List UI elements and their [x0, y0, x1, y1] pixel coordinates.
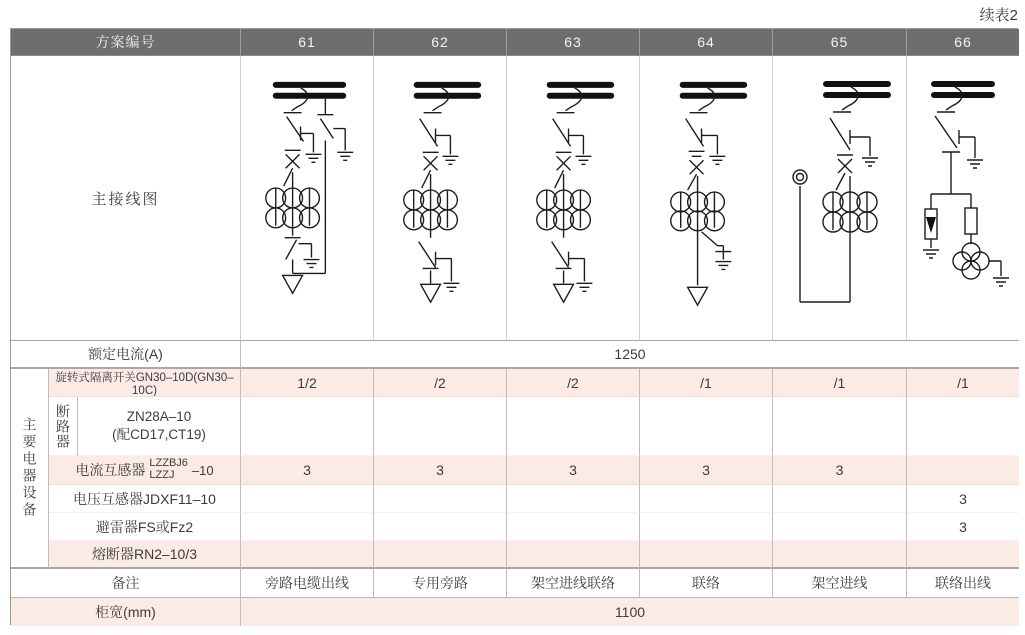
note-61: 旁路电缆出线 [241, 569, 374, 598]
header-col-61: 61 [241, 29, 374, 56]
breaker-value-66 [907, 397, 1019, 456]
ct-model-top: LZZBJ6 [149, 457, 188, 470]
arrester-value-64 [640, 513, 773, 541]
breaker-model [112, 408, 206, 444]
header-col-64: 64 [640, 29, 773, 56]
diagram-63 [507, 56, 640, 341]
note-65: 架空进线 [773, 569, 907, 598]
ct-value-64: 3 [640, 456, 773, 485]
arrester-value-61 [241, 513, 374, 541]
breaker-sub-label-text: 断路器 [55, 403, 71, 449]
breaker-row-label [78, 397, 241, 456]
breaker-model-line1: ZN28A–10 [126, 408, 192, 424]
fuse-value-62 [374, 541, 507, 569]
header-col-62: 62 [374, 29, 507, 56]
ct-value-62: 3 [374, 456, 507, 485]
note-63: 架空进线联络 [507, 569, 640, 598]
single-line-diagram-61 [241, 56, 373, 341]
ct-value-66 [907, 456, 1019, 485]
header-col-66: 66 [907, 29, 1019, 56]
breaker-value-63 [507, 397, 640, 456]
single-line-diagram-62 [374, 56, 506, 341]
ct-row-label [49, 456, 241, 485]
header-scheme-number-label: 方案编号 [11, 29, 241, 56]
header-col-63: 63 [507, 29, 640, 56]
notes-label: 备注 [11, 569, 241, 598]
arrester-value-65 [773, 513, 907, 541]
isolator-value-65: /1 [773, 369, 907, 397]
single-line-diagram-64 [640, 56, 772, 341]
ct-model-bottom: LZZJ [149, 469, 175, 481]
isolator-row-label: 旋转式隔离开关GN30–10D(GN30–10C) [49, 369, 241, 397]
fuse-value-66 [907, 541, 1019, 569]
breaker-sub-label [49, 397, 78, 456]
fuse-value-65 [773, 541, 907, 569]
rated-current-label: 额定电流(A) [11, 341, 241, 369]
cabinet-width-label: 柜宽(mm) [11, 598, 241, 626]
breaker-value-61 [241, 397, 374, 456]
diagram-62 [374, 56, 507, 341]
fuse-value-64 [640, 541, 773, 569]
cabinet-width-value: 1100 [241, 598, 1019, 626]
isolator-value-66: /1 [907, 369, 1019, 397]
vt-value-61 [241, 485, 374, 513]
equipment-group-label-text: 主要电器设备 [21, 417, 38, 519]
single-line-diagram-65 [773, 56, 906, 341]
continuation-label: 续表2 [979, 7, 1018, 24]
equipment-group-label [11, 369, 49, 569]
breaker-model-line2: (配CD17,CT19) [112, 427, 206, 442]
isolator-value-61: 1/2 [241, 369, 374, 397]
single-line-diagram-63 [507, 56, 639, 341]
breaker-value-64 [640, 397, 773, 456]
diagram-61 [241, 56, 374, 341]
main-wiring-diagram-label: 主接线图 [11, 56, 241, 341]
vt-row-label: 电压互感器JDXF11–10 [49, 485, 241, 513]
vt-value-63 [507, 485, 640, 513]
scheme-table [10, 28, 1018, 625]
ct-value-61: 3 [241, 456, 374, 485]
diagram-65 [773, 56, 907, 341]
ct-value-65: 3 [773, 456, 907, 485]
fuse-value-63 [507, 541, 640, 569]
breaker-value-65 [773, 397, 907, 456]
arrester-row-label: 避雷器FS或Fz2 [49, 513, 241, 541]
arrester-value-63 [507, 513, 640, 541]
rated-current-value: 1250 [241, 341, 1019, 369]
breaker-value-62 [374, 397, 507, 456]
single-line-diagram-66 [907, 56, 1019, 341]
header-col-65: 65 [773, 29, 907, 56]
vt-value-64 [640, 485, 773, 513]
isolator-value-64: /1 [640, 369, 773, 397]
isolator-value-62: /2 [374, 369, 507, 397]
ct-label-composite [75, 458, 213, 481]
ct-value-63: 3 [507, 456, 640, 485]
note-66: 联络出线 [907, 569, 1019, 598]
ct-label-suffix: –10 [191, 462, 214, 478]
arrester-value-66: 3 [907, 513, 1019, 541]
vt-value-62 [374, 485, 507, 513]
vt-value-66: 3 [907, 485, 1019, 513]
diagram-66 [907, 56, 1019, 341]
note-64: 联络 [640, 569, 773, 598]
fuse-row-label: 熔断器RN2–10/3 [49, 541, 241, 569]
fuse-value-61 [241, 541, 374, 569]
ct-label-prefix: 电流互感器 [75, 462, 146, 478]
note-62: 专用旁路 [374, 569, 507, 598]
vt-value-65 [773, 485, 907, 513]
isolator-value-63: /2 [507, 369, 640, 397]
arrester-value-62 [374, 513, 507, 541]
ct-model-stack [149, 458, 188, 481]
diagram-64 [640, 56, 773, 341]
